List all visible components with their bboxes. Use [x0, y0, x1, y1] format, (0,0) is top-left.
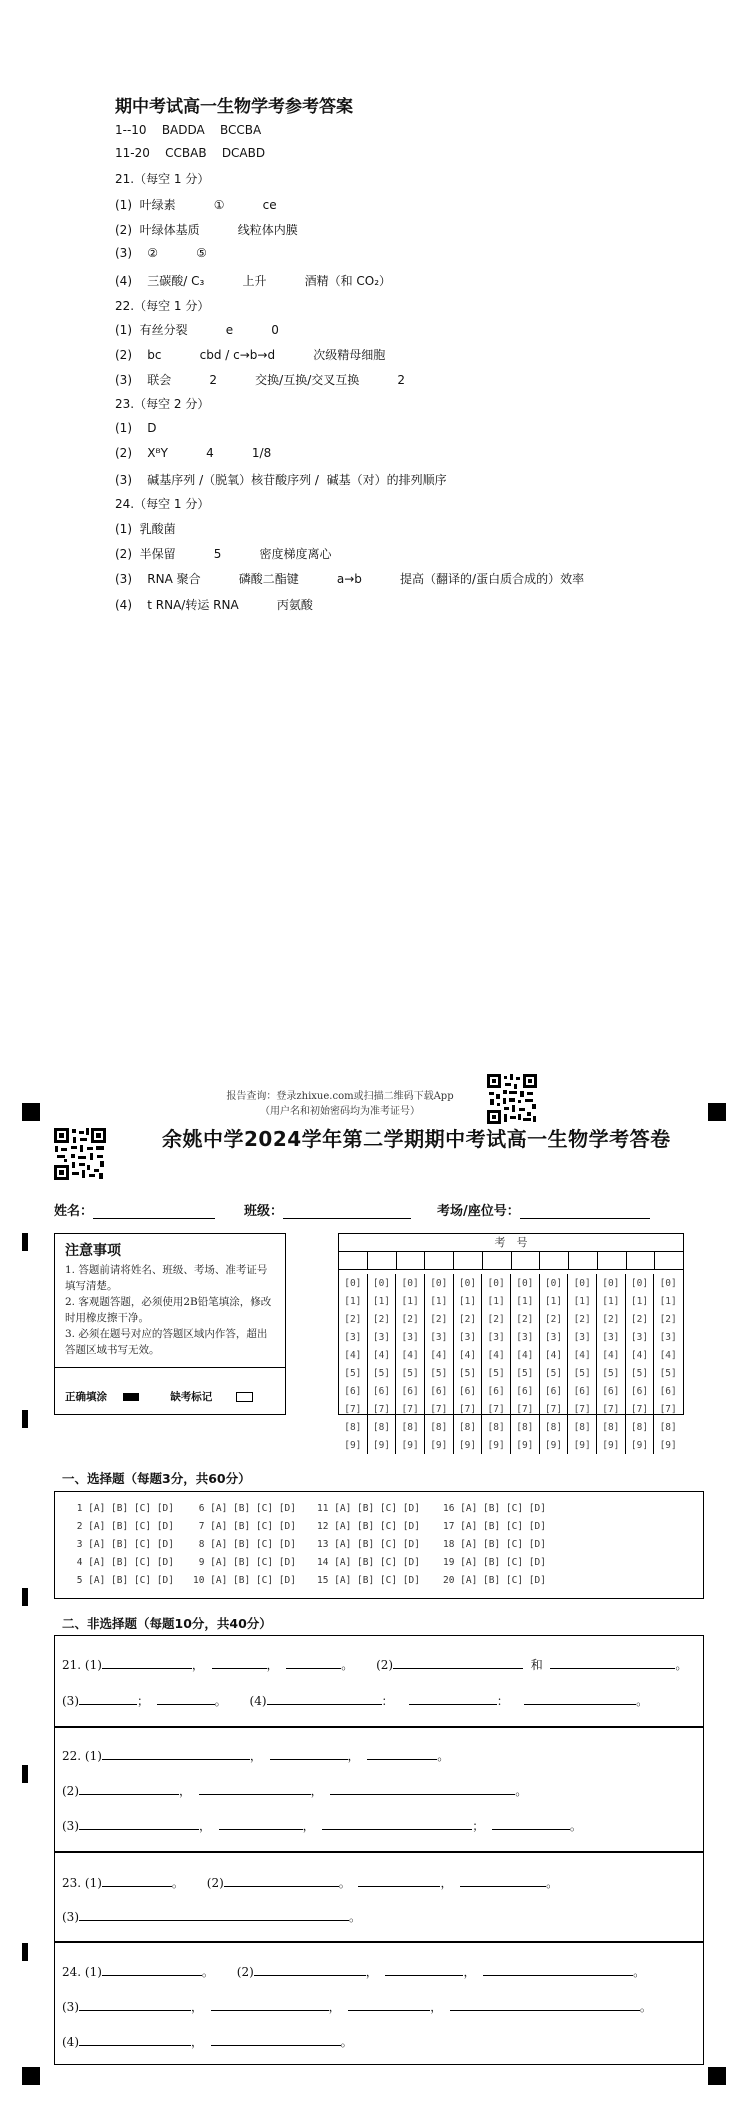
exam-id-bubble[interactable]: [6]: [654, 1382, 682, 1400]
exam-id-bubble[interactable]: [4]: [654, 1346, 682, 1364]
exam-id-bubble[interactable]: [5]: [396, 1364, 425, 1382]
exam-id-bubble[interactable]: [6]: [568, 1382, 597, 1400]
q24-3-label: (3): [62, 2000, 79, 2014]
exam-id-bubble[interactable]: [1]: [568, 1292, 597, 1310]
mc-question-8[interactable]: 8 [A] [B] [C] [D]: [193, 1539, 296, 1550]
exam-id-bubble[interactable]: [7]: [396, 1400, 425, 1418]
mc-question-4[interactable]: 4 [A] [B] [C] [D]: [71, 1557, 174, 1568]
q23-3-label: (3): [62, 1910, 79, 1924]
q22-3-blank[interactable]: [79, 1817, 199, 1830]
exam-id-bubble[interactable]: [0]: [654, 1274, 682, 1292]
exam-id-write-cell[interactable]: [654, 1252, 683, 1269]
exam-id-bubble[interactable]: [6]: [539, 1382, 568, 1400]
exam-id-bubble[interactable]: [9]: [539, 1436, 568, 1454]
exam-id-bubble[interactable]: [5]: [367, 1364, 396, 1382]
exam-id-bubble[interactable]: [1]: [424, 1292, 453, 1310]
q22-1-label: 22. (1): [62, 1749, 102, 1763]
timing-mark: [22, 1233, 28, 1251]
q24-3-blank[interactable]: [211, 1998, 329, 2011]
exam-id-bubble[interactable]: [5]: [482, 1364, 511, 1382]
q24-4-blank[interactable]: [211, 2033, 341, 2046]
exam-id-bubble[interactable]: [8]: [596, 1418, 625, 1436]
exam-id-bubble[interactable]: [3]: [654, 1328, 682, 1346]
mc-question-6[interactable]: 6 [A] [B] [C] [D]: [193, 1503, 296, 1514]
exam-id-bubble[interactable]: [6]: [424, 1382, 453, 1400]
exam-id-bubble[interactable]: [6]: [367, 1382, 396, 1400]
seat-field[interactable]: [437, 1200, 650, 1219]
exam-id-bubble[interactable]: [3]: [539, 1328, 568, 1346]
mc-question-3[interactable]: 3 [A] [B] [C] [D]: [71, 1539, 174, 1550]
q23-row-1: 23. (1) 。 (2) 。 ， 。: [62, 1876, 559, 1890]
exam-id-bubble[interactable]: [9]: [396, 1436, 425, 1454]
exam-id-bubble[interactable]: [2]: [453, 1310, 482, 1328]
exam-id-bubble[interactable]: [8]: [453, 1418, 482, 1436]
exam-id-bubble[interactable]: [0]: [596, 1274, 625, 1292]
mc-question-13[interactable]: 13 [A] [B] [C] [D]: [317, 1539, 420, 1550]
exam-id-bubble[interactable]: [3]: [344, 1331, 362, 1343]
mc-question-17[interactable]: 17 [A] [B] [C] [D]: [443, 1521, 546, 1532]
answer-key-title: 期中考试高一生物学考参考答案: [115, 97, 353, 117]
mc-question-18[interactable]: 18 [A] [B] [C] [D]: [443, 1539, 546, 1550]
seat-line[interactable]: [520, 1204, 650, 1219]
exam-id-bubble[interactable]: [9]: [510, 1436, 539, 1454]
exam-id-bubble[interactable]: [9]: [453, 1436, 482, 1454]
report-notice-line-2: （用户名和初始密码均为准考证号）: [260, 1106, 420, 1117]
q24-1-label: 24. (1): [62, 1965, 102, 1979]
exam-id-bubble[interactable]: [0]: [344, 1277, 362, 1289]
exam-id-bubble[interactable]: [0]: [396, 1274, 425, 1292]
name-label: 姓名：: [54, 1204, 94, 1219]
exam-id-bubble[interactable]: [9]: [344, 1439, 362, 1451]
exam-id-write-cell[interactable]: [367, 1252, 396, 1269]
attention-title: 注意事项: [65, 1243, 121, 1259]
exam-id-bubble[interactable]: [4]: [344, 1349, 362, 1361]
q21-row-1: 21. (1) ， ， 。 (2) 和 。: [62, 1658, 688, 1672]
exam-id-bubble[interactable]: [7]: [424, 1400, 453, 1418]
q23-2-label: (2): [206, 1876, 224, 1890]
exam-id-bubble[interactable]: [4]: [453, 1346, 482, 1364]
exam-id-bubble[interactable]: [4]: [510, 1346, 539, 1364]
exam-id-bubble[interactable]: [0]: [482, 1274, 511, 1292]
class-field[interactable]: [244, 1200, 411, 1219]
q21-2-blank[interactable]: [550, 1656, 675, 1669]
exam-id-bubble[interactable]: [7]: [453, 1400, 482, 1418]
q21-box: [54, 1635, 704, 1727]
registration-mark-top-left: [22, 1103, 40, 1121]
report-notice: [190, 1087, 490, 1117]
answer-key-line: (1) 叶绿素 ① ce: [115, 198, 277, 212]
answer-key-line: (2) 半保留 5 密度梯度离心: [115, 547, 332, 561]
q23-2-blank[interactable]: [358, 1874, 440, 1887]
exam-id-bubble[interactable]: [3]: [424, 1328, 453, 1346]
answer-key-line: (4) 三碳酸/ C₃ 上升 酒精（和 CO₂）: [115, 274, 392, 288]
exam-id-bubble[interactable]: [3]: [625, 1328, 654, 1346]
exam-id-bubble[interactable]: [9]: [568, 1436, 597, 1454]
exam-id-write-cell[interactable]: [453, 1252, 482, 1269]
answer-sheet-title: 余姚中学2024学年第二学期期中考试高一生物学考答卷: [162, 1127, 671, 1151]
answer-key-line: 1--10 BADDA BCCBA: [115, 123, 262, 137]
exam-id-bubble[interactable]: [6]: [396, 1382, 425, 1400]
q21-3-label: (3): [62, 1694, 79, 1708]
mc-question-5[interactable]: 5 [A] [B] [C] [D]: [71, 1575, 174, 1586]
exam-id-bubble[interactable]: [5]: [596, 1364, 625, 1382]
exam-id-bubble[interactable]: [4]: [625, 1346, 654, 1364]
q24-2-blank[interactable]: [483, 1963, 633, 1976]
exam-id-write-cell[interactable]: [339, 1252, 367, 1269]
correct-fill-sample: [123, 1393, 139, 1401]
exam-id-bubble[interactable]: [2]: [396, 1310, 425, 1328]
exam-id-bubble[interactable]: [0]: [367, 1274, 396, 1292]
exam-id-bubble[interactable]: [6]: [482, 1382, 511, 1400]
q21-3-blank[interactable]: [79, 1692, 137, 1705]
q23-1-label: 23. (1): [62, 1876, 102, 1890]
answer-key-line: 21.（每空 1 分）: [115, 172, 210, 186]
exam-id-bubble[interactable]: [1]: [453, 1292, 482, 1310]
timing-mark: [22, 1765, 28, 1783]
q21-2-blank[interactable]: [393, 1656, 523, 1669]
answer-key-line: (2) XᴮY 4 1/8: [115, 446, 272, 460]
q21-4-blank[interactable]: [409, 1692, 497, 1705]
mc-question-2[interactable]: 2 [A] [B] [C] [D]: [71, 1521, 174, 1532]
q21-1-blank[interactable]: [212, 1656, 267, 1669]
q22-3-label: (3): [62, 1819, 79, 1833]
q24-2-blank[interactable]: [385, 1963, 463, 1976]
q22-2-blank[interactable]: [199, 1782, 311, 1795]
exam-id-write-cell[interactable]: [539, 1252, 568, 1269]
mc-question-15[interactable]: 15 [A] [B] [C] [D]: [317, 1575, 420, 1586]
q21-1-blank[interactable]: [102, 1656, 192, 1669]
answer-key-line: 11-20 CCBAB DCABD: [115, 146, 266, 160]
exam-id-bubble[interactable]: [2]: [596, 1310, 625, 1328]
q23-3-blank[interactable]: [79, 1908, 349, 1921]
exam-id-bubble[interactable]: [3]: [482, 1328, 511, 1346]
exam-id-write-cell[interactable]: [568, 1252, 597, 1269]
section-2-heading: 二、非选择题（每题10分，共40分）: [62, 1616, 272, 1631]
mc-question-16[interactable]: 16 [A] [B] [C] [D]: [443, 1503, 546, 1514]
exam-id-bubble[interactable]: [6]: [596, 1382, 625, 1400]
answer-key-line: (3) 碱基序列 /（脱氧）核苷酸序列 / 碱基（对）的排列顺序: [115, 473, 447, 487]
exam-id-bubble[interactable]: [0]: [424, 1274, 453, 1292]
mc-question-11[interactable]: 11 [A] [B] [C] [D]: [317, 1503, 420, 1514]
q22-row-1: 22. (1) ， ， 。: [62, 1749, 450, 1763]
mc-answer-box: [54, 1491, 704, 1599]
exam-id-bubble[interactable]: [9]: [654, 1436, 682, 1454]
exam-id-bubble[interactable]: [5]: [344, 1367, 362, 1379]
q22-1-blank[interactable]: [270, 1747, 348, 1760]
exam-id-write-cell[interactable]: [626, 1252, 655, 1269]
exam-id-bubble[interactable]: [4]: [396, 1346, 425, 1364]
exam-id-bubble-grid[interactable]: [339, 1274, 682, 1454]
exam-id-bubble[interactable]: [8]: [625, 1418, 654, 1436]
q24-row-2: (3) ， ， ， 。: [62, 2000, 652, 2014]
exam-id-bubble[interactable]: [5]: [424, 1364, 453, 1382]
registration-mark-top-right: [708, 1103, 726, 1121]
q22-2-blank[interactable]: [79, 1782, 179, 1795]
exam-id-bubble[interactable]: [0]: [453, 1274, 482, 1292]
exam-id-bubble[interactable]: [7]: [510, 1400, 539, 1418]
exam-id-bubble[interactable]: [0]: [539, 1274, 568, 1292]
q21-2-label: (2): [376, 1658, 394, 1672]
q22-1-blank[interactable]: [102, 1747, 250, 1760]
exam-id-bubble[interactable]: [4]: [568, 1346, 597, 1364]
exam-id-bubble[interactable]: [1]: [654, 1292, 682, 1310]
answer-key-line: 24.（每空 1 分）: [115, 497, 210, 511]
exam-id-bubble[interactable]: [6]: [510, 1382, 539, 1400]
exam-id-bubble[interactable]: [8]: [654, 1418, 682, 1436]
q23-2-blank[interactable]: [224, 1874, 339, 1887]
missing-mark-box[interactable]: [236, 1392, 253, 1402]
exam-id-bubble[interactable]: [5]: [654, 1364, 682, 1382]
exam-id-bubble[interactable]: [2]: [654, 1310, 682, 1328]
seat-label: 考场/座位号：: [437, 1204, 520, 1219]
exam-id-bubble[interactable]: [3]: [568, 1328, 597, 1346]
exam-id-bubble[interactable]: [2]: [424, 1310, 453, 1328]
exam-id-bubble[interactable]: [1]: [625, 1292, 654, 1310]
exam-id-header: 考 号: [339, 1234, 683, 1252]
q22-3-blank[interactable]: [219, 1817, 303, 1830]
exam-id-bubble[interactable]: [2]: [568, 1310, 597, 1328]
exam-id-bubble[interactable]: [5]: [568, 1364, 597, 1382]
exam-id-bubble[interactable]: [2]: [344, 1313, 362, 1325]
exam-id-bubble[interactable]: [1]: [396, 1292, 425, 1310]
timing-mark: [22, 1588, 28, 1606]
q21-3-blank[interactable]: [157, 1692, 215, 1705]
missing-mark-label: 缺考标记: [170, 1391, 213, 1403]
q23-box: [54, 1852, 704, 1942]
q22-row-2: (2) ， ， 。: [62, 1784, 528, 1798]
exam-id-bubble[interactable]: [8]: [539, 1418, 568, 1436]
exam-id-bubble[interactable]: [4]: [596, 1346, 625, 1364]
class-line[interactable]: [283, 1204, 411, 1219]
exam-id-write-cell[interactable]: [482, 1252, 511, 1269]
exam-id-bubble[interactable]: [7]: [654, 1400, 682, 1418]
exam-id-bubble[interactable]: [9]: [625, 1436, 654, 1454]
q21-4-label: (4): [249, 1694, 267, 1708]
exam-id-bubble[interactable]: [6]: [344, 1385, 362, 1397]
attention-item: 1. 答题前请将姓名、班级、考场、准考证号填写清楚。: [65, 1264, 268, 1292]
name-field[interactable]: [54, 1200, 215, 1219]
exam-id-bubble[interactable]: [8]: [424, 1418, 453, 1436]
mc-question-9[interactable]: 9 [A] [B] [C] [D]: [193, 1557, 296, 1568]
exam-id-bubble[interactable]: [1]: [596, 1292, 625, 1310]
exam-id-bubble[interactable]: [5]: [510, 1364, 539, 1382]
exam-id-bubble[interactable]: [7]: [539, 1400, 568, 1418]
mc-question-20[interactable]: 20 [A] [B] [C] [D]: [443, 1575, 546, 1586]
q24-3-blank[interactable]: [79, 1998, 191, 2011]
exam-id-bubble[interactable]: [2]: [510, 1310, 539, 1328]
exam-id-bubble[interactable]: [7]: [482, 1400, 511, 1418]
q21-4-blank[interactable]: [267, 1692, 382, 1705]
mc-column[interactable]: [193, 1500, 296, 1590]
answer-key-line: (3) RNA 聚合 磷酸二酯键 a→b 提高（翻译的/蛋白质合成的）效率: [115, 572, 585, 586]
mc-question-1[interactable]: 1 [A] [B] [C] [D]: [71, 1503, 174, 1514]
answer-key-line: (1) 有丝分裂 e 0: [115, 323, 279, 337]
exam-id-bubble[interactable]: [9]: [367, 1436, 396, 1454]
exam-id-bubble[interactable]: [0]: [568, 1274, 597, 1292]
exam-id-bubble[interactable]: [6]: [625, 1382, 654, 1400]
q24-row-1: 24. (1) 。 (2) ， ， 。: [62, 1965, 646, 1979]
exam-id-bubble[interactable]: [3]: [510, 1328, 539, 1346]
section-1-heading: 一、选择题（每题3分，共60分）: [62, 1471, 251, 1486]
q24-2-blank[interactable]: [254, 1963, 366, 1976]
exam-id-bubble[interactable]: [1]: [539, 1292, 568, 1310]
correct-fill-label: 正确填涂: [65, 1391, 107, 1403]
exam-id-bubble[interactable]: [1]: [367, 1292, 396, 1310]
exam-id-bubble[interactable]: [0]: [625, 1274, 654, 1292]
timing-mark: [22, 1943, 28, 1961]
q21-4-blank[interactable]: [524, 1692, 636, 1705]
exam-id-bubble[interactable]: [8]: [568, 1418, 597, 1436]
q22-1-blank[interactable]: [367, 1747, 437, 1760]
exam-id-write-cell[interactable]: [511, 1252, 540, 1269]
q22-3-blank[interactable]: [322, 1817, 472, 1830]
exam-id-bubble[interactable]: [4]: [482, 1346, 511, 1364]
attention-item: 3. 必须在题号对应的答题区域内作答，超出答题区域书写无效。: [65, 1328, 268, 1356]
name-line[interactable]: [93, 1204, 215, 1219]
q24-2-label: (2): [236, 1965, 254, 1979]
exam-id-write-cell[interactable]: [396, 1252, 425, 1269]
answer-key-line: (3) ② ⑤: [115, 246, 207, 260]
exam-id-bubble[interactable]: [7]: [367, 1400, 396, 1418]
exam-id-bubble[interactable]: [7]: [596, 1400, 625, 1418]
q22-3-blank[interactable]: [492, 1817, 570, 1830]
q21-1-label: 21. (1): [62, 1658, 102, 1672]
answer-key-line: (3) 联会 2 交换/互换/交叉互换 2: [115, 373, 406, 387]
mc-column[interactable]: [443, 1500, 546, 1590]
answer-key-line: 22.（每空 1 分）: [115, 299, 210, 313]
exam-id-bubble[interactable]: [5]: [625, 1364, 654, 1382]
q24-row-3: (4) ， 。: [62, 2035, 353, 2049]
exam-id-bubble[interactable]: [1]: [344, 1295, 362, 1307]
exam-id-bubble[interactable]: [8]: [344, 1421, 362, 1433]
mc-question-10[interactable]: 10 [A] [B] [C] [D]: [193, 1575, 296, 1586]
exam-id-bubble[interactable]: [1]: [510, 1292, 539, 1310]
mc-column[interactable]: [317, 1500, 420, 1590]
exam-id-write-cell[interactable]: [597, 1252, 626, 1269]
q23-1-blank[interactable]: [102, 1874, 172, 1887]
exam-id-bubble[interactable]: [5]: [453, 1364, 482, 1382]
exam-id-bubble[interactable]: [7]: [625, 1400, 654, 1418]
q22-2-label: (2): [62, 1784, 79, 1798]
q22-2-blank[interactable]: [330, 1782, 515, 1795]
answer-key-line: (2) 叶绿体基质 线粒体内膜: [115, 223, 298, 237]
exam-id-bubble[interactable]: [7]: [568, 1400, 597, 1418]
exam-id-bubble[interactable]: [9]: [424, 1436, 453, 1454]
exam-id-bubble[interactable]: [4]: [424, 1346, 453, 1364]
q24-1-blank[interactable]: [102, 1963, 202, 1976]
q21-and: 和: [530, 1658, 543, 1672]
exam-id-bubble[interactable]: [6]: [453, 1382, 482, 1400]
q23-row-2: (3) 。: [62, 1910, 362, 1924]
exam-id-bubble[interactable]: [8]: [482, 1418, 511, 1436]
mc-question-12[interactable]: 12 [A] [B] [C] [D]: [317, 1521, 420, 1532]
q22-row-3: (3) ， ， ； 。: [62, 1819, 582, 1833]
exam-id-bubble[interactable]: [2]: [625, 1310, 654, 1328]
q24-3-blank[interactable]: [348, 1998, 430, 2011]
q24-4-label: (4): [62, 2035, 79, 2049]
exam-id-write-cell[interactable]: [424, 1252, 453, 1269]
mc-question-14[interactable]: 14 [A] [B] [C] [D]: [317, 1557, 420, 1568]
exam-id-box: [338, 1233, 684, 1451]
exam-id-bubble[interactable]: [9]: [482, 1436, 511, 1454]
class-label: 班级：: [244, 1204, 284, 1219]
q21-1-blank[interactable]: [286, 1656, 341, 1669]
registration-mark-bottom-right: [708, 2067, 726, 2085]
exam-id-bubble[interactable]: [7]: [344, 1403, 362, 1415]
exam-id-bubble[interactable]: [8]: [510, 1418, 539, 1436]
answer-key-line: (4) t RNA/转运 RNA 丙氨酸: [115, 598, 313, 612]
exam-id-bubble[interactable]: [1]: [482, 1292, 511, 1310]
exam-id-bubble[interactable]: [9]: [596, 1436, 625, 1454]
exam-id-bubble[interactable]: [4]: [539, 1346, 568, 1364]
student-qr-code: [54, 1128, 106, 1180]
exam-id-bubble[interactable]: [2]: [539, 1310, 568, 1328]
timing-mark: [22, 1410, 28, 1428]
exam-id-bubble[interactable]: [3]: [367, 1328, 396, 1346]
q24-4-blank[interactable]: [79, 2033, 191, 2046]
exam-id-bubble[interactable]: [2]: [367, 1310, 396, 1328]
exam-id-bubble[interactable]: [2]: [482, 1310, 511, 1328]
answer-key-line: (1) 乳酸菌: [115, 522, 176, 536]
exam-id-write-row[interactable]: [339, 1252, 683, 1270]
attention-item: 2. 客观题答题，必须使用2B铅笔填涂，修改时用橡皮擦干净。: [65, 1296, 272, 1324]
answer-key-line: (1) D: [115, 421, 157, 435]
q23-2-blank[interactable]: [460, 1874, 546, 1887]
mc-question-19[interactable]: 19 [A] [B] [C] [D]: [443, 1557, 546, 1568]
q24-3-blank[interactable]: [450, 1998, 640, 2011]
answer-key-line: 23.（每空 2 分）: [115, 397, 210, 411]
attention-box: [54, 1233, 286, 1415]
exam-id-bubble[interactable]: [5]: [539, 1364, 568, 1382]
exam-id-bubble[interactable]: [0]: [510, 1274, 539, 1292]
exam-id-bubble[interactable]: [3]: [396, 1328, 425, 1346]
exam-id-bubble[interactable]: [4]: [367, 1346, 396, 1364]
mc-question-7[interactable]: 7 [A] [B] [C] [D]: [193, 1521, 296, 1532]
report-notice-line-1: 报告查询：登录zhixue.com或扫描二维码下载App: [226, 1091, 454, 1102]
download-qr-code[interactable]: [487, 1074, 537, 1124]
mc-column[interactable]: [71, 1500, 174, 1590]
exam-id-bubble[interactable]: [3]: [596, 1328, 625, 1346]
exam-id-bubble[interactable]: [8]: [396, 1418, 425, 1436]
answer-key-line: (2) bc cbd / c→b→d 次级精母细胞: [115, 348, 386, 362]
exam-id-bubble[interactable]: [8]: [367, 1418, 396, 1436]
exam-id-bubble[interactable]: [3]: [453, 1328, 482, 1346]
q21-row-2: (3) ； 。 (4) ： ： 。: [62, 1694, 649, 1708]
registration-mark-bottom-left: [22, 2067, 40, 2085]
